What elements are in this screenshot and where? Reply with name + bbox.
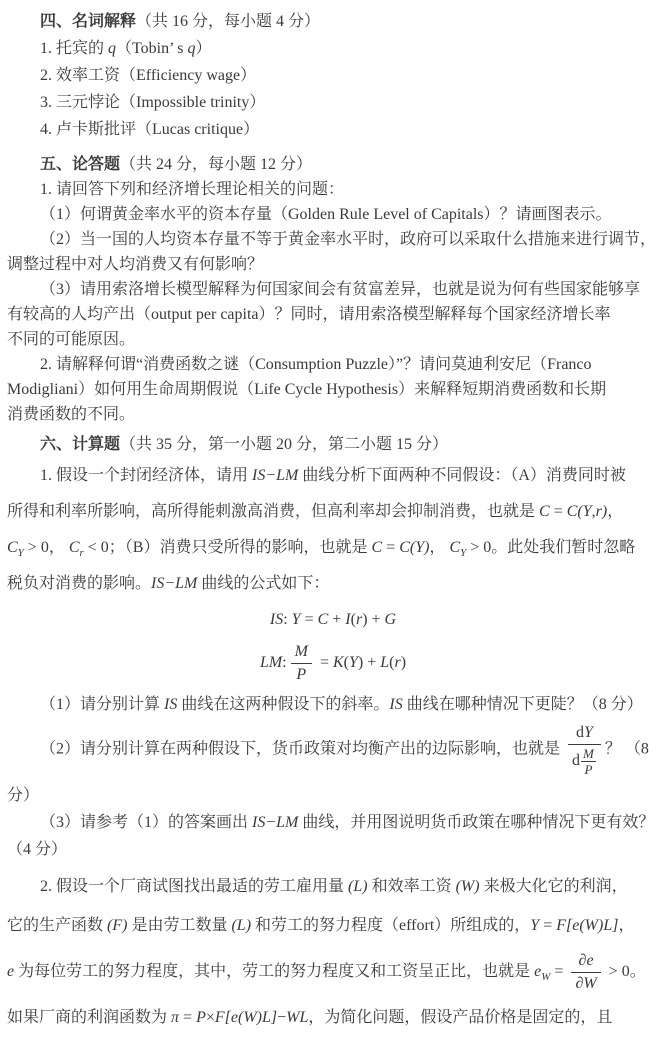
- heading-text: 四、名词解释: [40, 13, 137, 30]
- text-segment: L: [603, 917, 613, 934]
- text-segment: q: [108, 40, 117, 57]
- text-segment: C: [399, 539, 410, 556]
- text-segment: ）: [195, 40, 212, 57]
- text-segment: （3）请参考（1）的答案画出: [40, 814, 253, 831]
- essay-line: 1. 请回答下列和经济增长理论相关的问题：: [40, 181, 345, 198]
- text-segment: ，为简化问题，假设产品价格是固定的，且: [308, 1009, 613, 1026]
- text-segment: IS: [164, 696, 178, 713]
- calc-subquestion-2: [7, 722, 659, 778]
- fraction-denominator: P: [584, 762, 593, 777]
- text-segment: −: [265, 814, 277, 831]
- text-segment: 所得和利率所影响，高所得能刺激高消费，但高利率却会抑制消费，也就是: [7, 503, 540, 520]
- text-segment: ): [256, 1009, 262, 1026]
- text-segment: =: [300, 611, 318, 628]
- text-segment: =: [179, 1009, 197, 1026]
- text-segment: (: [389, 654, 395, 672]
- text-segment: −: [164, 575, 176, 592]
- section-terms: [7, 8, 659, 143]
- text-segment: −: [277, 1009, 287, 1026]
- text-segment: (: [409, 539, 416, 556]
- text-segment: 为每位劳工的努力程度，其中，劳工的努力程度又和工资呈正比，也就是: [14, 963, 535, 980]
- text-segment: ): [598, 917, 604, 934]
- calc-subquestion-2-cont: 分）: [7, 787, 40, 804]
- text-segment: Y: [582, 503, 592, 520]
- text-segment: L: [236, 917, 246, 934]
- text-segment: ): [122, 917, 128, 934]
- text-segment: =: [550, 963, 568, 980]
- calc-q2-line: [7, 995, 659, 1037]
- text-segment: IS: [389, 696, 403, 713]
- text-segment: Y: [17, 547, 24, 560]
- fraction-numerator: [568, 722, 601, 745]
- text-segment: =: [539, 917, 557, 934]
- q2-effort-text: [7, 963, 568, 984]
- section-calculation: [7, 431, 659, 1037]
- text-segment: 它的生产函数: [7, 917, 108, 934]
- calc-q2-line: [7, 903, 659, 948]
- text-segment: 2. 假设一个厂商试图找出最适的劳工雇用量: [40, 878, 349, 895]
- text-segment: ): [245, 917, 252, 934]
- text-segment: ) +: [362, 611, 385, 628]
- text-segment: (: [231, 917, 237, 934]
- text-segment: 2. 效率工资（Efficiency wage）: [40, 67, 257, 84]
- text-segment: 曲线在哪种情况下更陡？（8 分）: [402, 696, 643, 713]
- formula-lm-suffix: [316, 654, 406, 671]
- text-segment: r: [355, 611, 363, 628]
- section-calculation-heading: [7, 431, 659, 458]
- fraction-denominator: [568, 745, 601, 778]
- calc-q1-line: [7, 494, 659, 530]
- text-segment: =: [549, 503, 567, 520]
- text-segment: W: [460, 878, 475, 895]
- text-segment: C: [68, 539, 80, 556]
- differential-d: d: [572, 752, 581, 770]
- fraction-m-over-p-nested: [581, 746, 596, 777]
- text-segment: L: [261, 1009, 271, 1026]
- text-segment: C: [7, 539, 18, 556]
- text-segment: −: [265, 467, 277, 484]
- text-segment: C: [449, 539, 461, 556]
- text-segment: (: [348, 878, 354, 895]
- text-segment: L: [380, 654, 390, 672]
- text-segment: ，: [618, 917, 635, 934]
- heading-text: 五、论答题: [40, 156, 121, 173]
- text-segment: ,: [591, 503, 596, 520]
- text-segment: F: [214, 1009, 225, 1026]
- text-segment: ]: [270, 1009, 278, 1026]
- text-segment: WL: [286, 1009, 309, 1026]
- text-segment: ): [400, 654, 407, 672]
- text-segment: 1. 假设一个封闭经济体，请用: [40, 467, 253, 484]
- text-segment: ，: [607, 503, 624, 520]
- text-segment: (: [455, 878, 461, 895]
- text-segment: =: [382, 539, 400, 556]
- text-segment: Y: [291, 611, 301, 628]
- text-segment: :: [283, 611, 292, 628]
- fraction-dy-over-dmp: [568, 722, 601, 778]
- text-segment: (: [107, 917, 113, 934]
- text-segment: 曲线在这两种假设下的斜率。: [177, 696, 390, 713]
- text-segment: ]: [612, 917, 619, 934]
- fraction-numerator: M: [291, 641, 312, 664]
- text-segment: ∂: [578, 951, 587, 969]
- text-segment: =: [315, 654, 333, 672]
- text-segment: (: [343, 654, 349, 672]
- text-segment: ): [362, 878, 368, 895]
- fraction-de-over-dw: [571, 950, 600, 995]
- text-segment: 1. 托宾的: [40, 40, 109, 57]
- term-item-4: [7, 116, 659, 143]
- text-segment: q: [187, 40, 196, 57]
- text-segment: IS: [269, 611, 284, 628]
- text-segment: 3. 三元悖论（Impossible trinity）: [40, 94, 266, 111]
- text-segment: C: [566, 503, 578, 520]
- essay-line: （1）何谓黄金率水平的资本存量（Golden Rule Level of Capitals）？请画图表示。: [40, 206, 612, 223]
- text-segment: r: [595, 503, 602, 520]
- text-segment: 是由劳工数量: [127, 917, 232, 934]
- text-segment: Y: [415, 539, 425, 556]
- text-segment: W: [584, 917, 598, 934]
- text-segment: ×: [205, 1009, 215, 1026]
- essay-line: （2）当一国的人均资本存量不等于黄金率水平时，政府可以采取什么措施来进行调节，: [40, 231, 657, 248]
- term-item-2: [7, 62, 659, 89]
- text-segment: (: [579, 917, 585, 934]
- essay-line: 2. 请解释何谓“消费函数之谜（Consumption Puzzle）”？请问莫迪利安尼（Franco: [40, 356, 592, 373]
- text-segment: Y: [583, 724, 593, 741]
- text-segment: > 0。: [604, 963, 646, 980]
- q2-effort-suffix: [605, 963, 646, 980]
- text-segment: 曲线分析下面两种不同假设：（A）消费同时被: [298, 467, 626, 484]
- text-segment: > 0。此处我们暂时忽略: [466, 539, 636, 556]
- text-segment: (: [238, 1009, 244, 1026]
- formula-lm: [7, 641, 659, 686]
- text-segment: (: [350, 611, 356, 628]
- calc-q2-line: [7, 871, 659, 903]
- calc-q1-line: [7, 458, 659, 494]
- calc-q1-line: [7, 566, 659, 602]
- text-segment: 曲线，并用图说明货币政策在哪种情况下更有效？: [298, 814, 655, 831]
- text-segment: 如果厂商的利润函数为: [7, 1009, 172, 1026]
- section-terms-heading: [7, 8, 659, 35]
- essay-line: （3）请用索洛增长模型解释为何国家间会有贫富差异，也就是说为何有些国家能够享: [40, 281, 641, 298]
- text-segment: P: [196, 1009, 206, 1026]
- essay-line: 不同的可能原因。: [7, 331, 136, 348]
- text-segment: 来极大化它的利润，: [479, 878, 628, 895]
- text-segment: 和效率工资: [367, 878, 456, 895]
- text-segment: （1）请分别计算: [40, 696, 165, 713]
- text-segment: G: [384, 611, 397, 628]
- essay-line: 消费函数的不同。: [7, 406, 136, 423]
- fraction-m-over-p: [291, 641, 312, 686]
- text-segment: π: [171, 1009, 180, 1026]
- text-segment: C: [317, 611, 329, 628]
- text-segment: IS: [252, 467, 266, 484]
- essay-line: 调整过程中对人均消费又有何影响？: [7, 256, 264, 273]
- text-segment: Y: [530, 917, 540, 934]
- text-segment: [: [224, 1009, 231, 1026]
- text-segment: [: [566, 917, 573, 934]
- text-segment: （共 35 分，第一小题 20 分，第二小题 15 分）: [120, 436, 449, 453]
- text-segment: e: [230, 1009, 238, 1026]
- calc-subquestion-1: [7, 691, 659, 718]
- text-segment: (: [577, 503, 583, 520]
- text-segment: r: [394, 654, 401, 672]
- text-segment: e: [534, 963, 542, 980]
- text-segment: 曲线的公式如下：: [197, 575, 330, 592]
- subquestion-2-text: [40, 741, 564, 758]
- text-segment: +: [328, 611, 346, 628]
- text-segment: 税负对消费的影响。: [7, 575, 152, 592]
- text-segment: LM: [276, 814, 299, 831]
- text-segment: r: [79, 547, 84, 560]
- text-segment: W: [541, 971, 551, 984]
- text-segment: 和劳工的努力程度（effort）所组成的，: [251, 917, 531, 934]
- text-segment: C: [371, 539, 383, 556]
- fraction-denominator: [571, 973, 600, 995]
- text-segment: （共 16 分，每小题 4 分）: [136, 13, 321, 30]
- text-segment: e: [7, 963, 15, 980]
- text-segment: ？ （8: [604, 740, 649, 758]
- text-segment: F: [112, 917, 123, 934]
- formula-is: [7, 606, 659, 634]
- term-item-3: [7, 89, 659, 116]
- text-segment: < 0；（B）消费只受所得的影响，也就是: [83, 539, 372, 556]
- text-segment: （共 24 分，每小题 12 分）: [120, 156, 313, 173]
- subquestion-2-points: [605, 741, 649, 758]
- section-essay: [7, 152, 659, 427]
- text-segment: ∂: [575, 974, 584, 992]
- text-segment: （2）请分别计算在两种假设下，货币政策对均衡产出的边际影响，也就是: [40, 740, 565, 758]
- text-segment: IS: [252, 814, 266, 831]
- calc-subquestion-3: [7, 809, 659, 836]
- term-item-1: [7, 35, 659, 62]
- text-segment: LM: [259, 654, 283, 672]
- calc-q1-line: [7, 530, 659, 566]
- text-segment: Y: [460, 547, 467, 560]
- text-segment: ，: [429, 539, 450, 556]
- text-segment: L: [353, 878, 363, 895]
- text-segment: e: [586, 951, 594, 969]
- heading-text: 六、计算题: [40, 436, 121, 453]
- text-segment: > 0，: [23, 539, 69, 556]
- text-segment: F: [556, 917, 566, 934]
- text-segment: LM: [276, 467, 299, 484]
- text-segment: ): [474, 878, 480, 895]
- text-segment: LM: [175, 575, 198, 592]
- essay-line: Modigliani）如何用生命周期假说（Life Cycle Hypothesis）来解释短期消费函数和长期: [7, 381, 607, 398]
- fraction-numerator: [571, 950, 600, 973]
- text-segment: I: [345, 611, 351, 628]
- essay-line: 有较高的人均产出（output per capita）？同时，请用索洛模型解释每个国家经济增长率: [7, 306, 611, 323]
- calc-q2-line: [7, 948, 659, 995]
- text-segment: d: [575, 724, 584, 741]
- formula-lm-prefix: [260, 654, 287, 671]
- text-segment: W: [243, 1009, 257, 1026]
- text-segment: C: [539, 503, 550, 520]
- text-segment: ): [601, 503, 608, 520]
- fraction-denominator: P: [296, 666, 307, 683]
- fraction-numerator: M: [583, 746, 594, 761]
- text-segment: IS: [151, 575, 165, 592]
- text-segment: K: [332, 654, 344, 672]
- text-segment: 4. 卢卡斯批评（Lucas critique）: [40, 121, 260, 138]
- text-segment: ) +: [357, 654, 381, 672]
- text-segment: ): [424, 539, 430, 556]
- text-segment: Y: [348, 654, 358, 672]
- text-segment: :: [282, 654, 287, 672]
- text-segment: W: [583, 974, 597, 992]
- text-segment: e: [572, 917, 580, 934]
- text-segment: （Tobin’ s: [116, 40, 188, 57]
- calc-subquestion-3-cont: （4 分）: [7, 841, 68, 858]
- section-essay-heading: [7, 152, 659, 177]
